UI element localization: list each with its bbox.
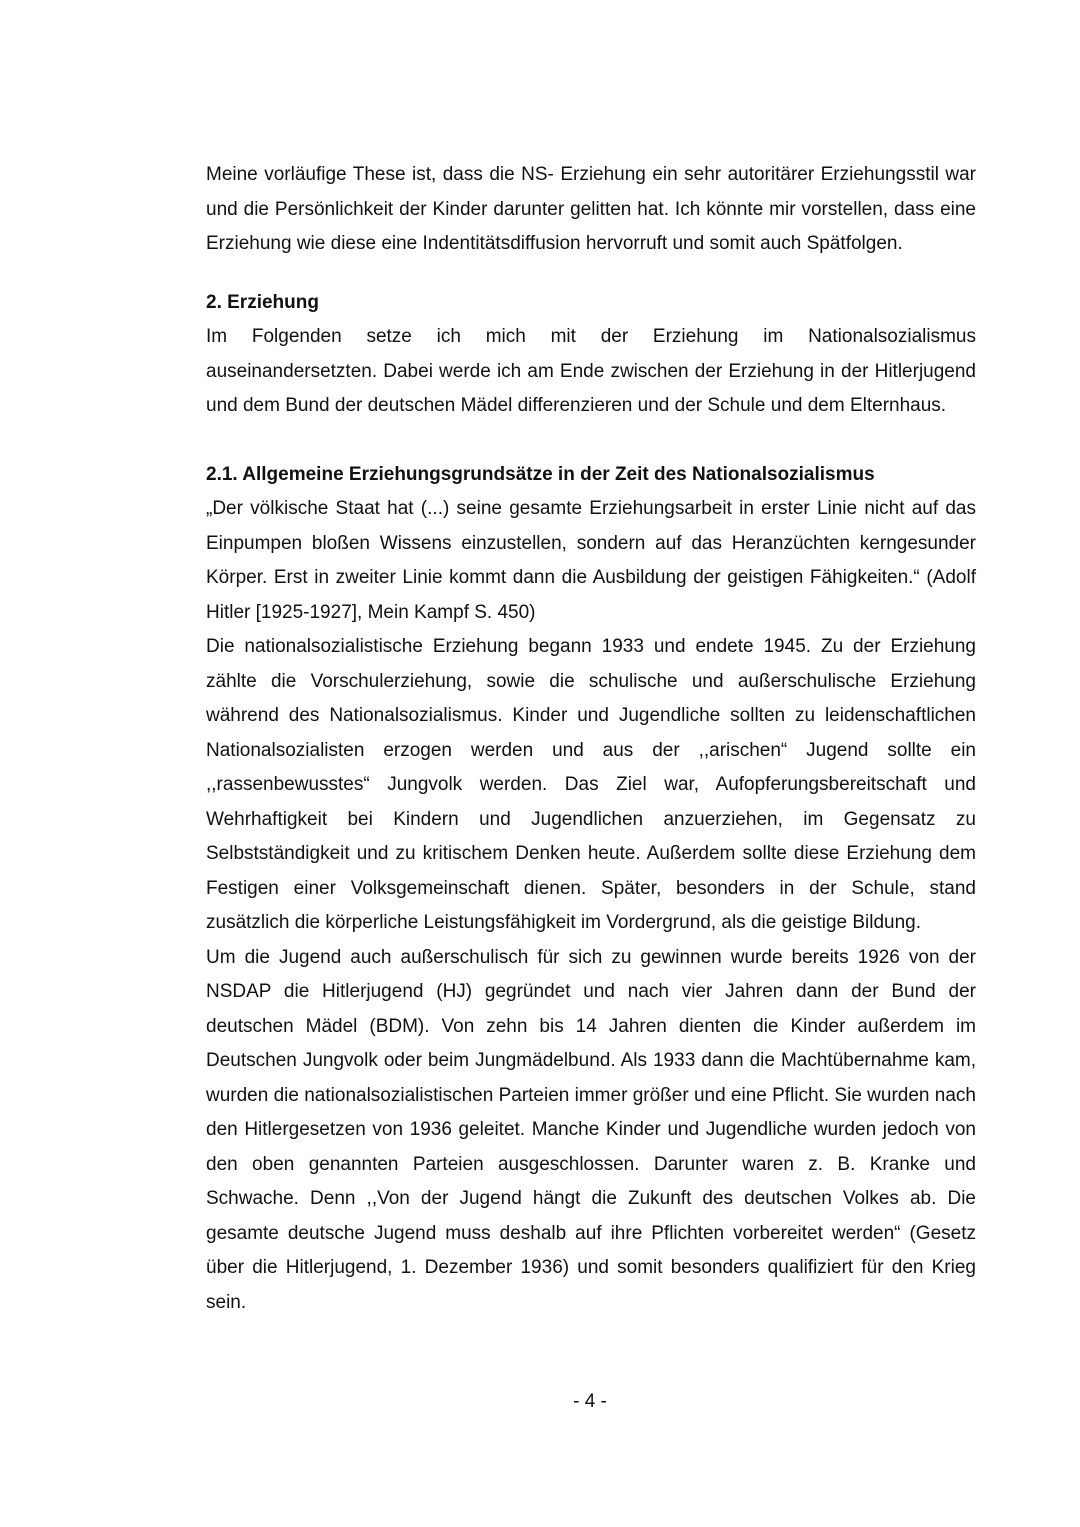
section-2-paragraph: Im Folgenden setze ich mich mit der Erziehung im Nationalsozialismus auseinandersetzten. Dabei werde ich am Ende zwischen der Erziehung in der Hitlerjugend und dem Bund der deutschen Mädel differenzieren und der Schule und dem Elternhaus. — [206, 326, 976, 416]
section-2-1-heading: 2.1. Allgemeine Erziehungsgrundsätze in der Zeit des Nationalsozialismus — [206, 463, 875, 485]
document-page — [206, 158, 976, 1320]
section-2-heading: 2. Erziehung — [206, 291, 319, 313]
section-2-1-paragraph-1: Die nationalsozialistische Erziehung begann 1933 und endete 1945. Zu der Erziehung zählte die Vorschulerziehung, sowie die schulische und außerschulische Erziehung während des Nationalsozialismus. Kinder und Jugendliche sollten zu leidenschaftlichen Nationalsozialisten erzogen werden und aus der ,,arischen“ Jugend sollte ein ,,rassenbewusstes“ Jungvolk werden. Das Ziel war, Aufopferungsbereitschaft und Wehrhaftigkeit bei Kindern und Jugendlichen anzuerziehen, im Gegensatz zu Selbstständigkeit und zu kritischem Denken heute. Außerdem sollte diese Erziehung dem Festigen einer Volksgemeinschaft dienen. Später, besonders in der Schule, stand zusätzlich die körperliche Leistungsfähigkeit im Vordergrund, als die geistige Bildung. — [206, 636, 976, 933]
section-2-1-paragraph-2: Um die Jugend auch außerschulisch für sich zu gewinnen wurde bereits 1926 von der NSDAP die Hitlerjugend (HJ) gegründet und nach vier Jahren dann der Bund der deutschen Mädel (BDM). Von zehn bis 14 Jahren dienten die Kinder außerdem im Deutschen Jungvolk oder beim Jungmädelbund. Als 1933 dann die Machtübernahme kam, wurden die nationalsozialistischen Parteien immer größer und eine Pflicht. Sie wurden nach den Hitlergesetzen von 1936 geleitet. Manche Kinder und Jugendliche wurden jedoch von den oben genannten Parteien ausgeschlossen. Darunter waren z. B. Kranke und Schwache. Denn ,,Von der Jugend hängt die Zukunft des deutschen Volkes ab. Die gesamte deutsche Jugend muss deshalb auf ihre Pflichten vorbereitet werden“ (Gesetz über die Hitlerjugend, 1. Dezember 1936) und somit besonders qualifiziert für den Krieg sein. — [206, 946, 976, 1313]
intro-paragraph: Meine vorläufige These ist, dass die NS- Erziehung ein sehr autoritärer Erziehungsstil war und die Persönlichkeit der Kinder darunter gelitten hat. Ich könnte mir vorstellen, dass eine Erziehung wie diese eine Indentitätsdiffusion hervorruft und somit auch Spätfolgen. — [206, 164, 976, 254]
page-number: - 4 - — [573, 1391, 607, 1412]
section-2-1-quote: „Der völkische Staat hat (...) seine gesamte Erziehungsarbeit in erster Linie nicht auf das Einpumpen bloßen Wissens einzustellen, sondern auf das Heranzüchten kerngesunder Körper. Erst in zweiter Linie kommt dann die Ausbildung der geistigen Fähigkeiten.“ (Adolf Hitler [1925-1927], Mein Kampf S. 450) — [206, 498, 976, 623]
